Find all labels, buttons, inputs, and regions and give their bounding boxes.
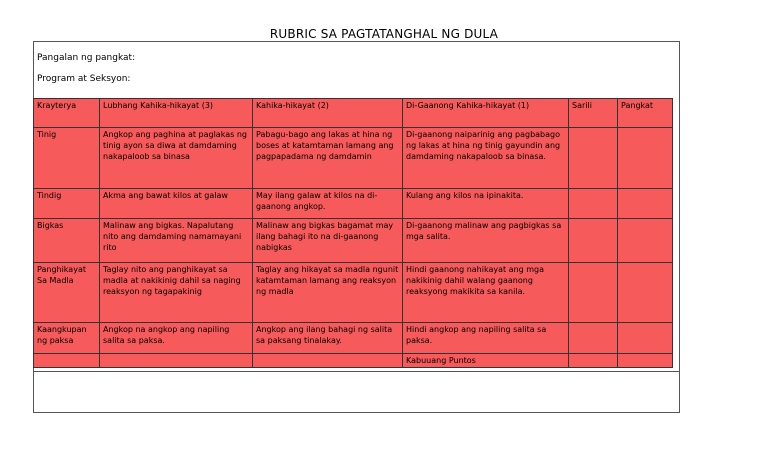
self-score-cell[interactable] — [569, 189, 618, 219]
self-score-cell[interactable] — [569, 128, 618, 189]
group-score-cell[interactable] — [618, 323, 673, 354]
total-self-cell[interactable] — [569, 354, 618, 368]
header-criteria: Krayterya — [34, 99, 100, 128]
total-group-cell[interactable] — [618, 354, 673, 368]
level-3-cell: Malinaw ang bigkas. Napalutang nito ang damdaming namamayani rito — [100, 219, 253, 263]
table-row — [34, 263, 673, 323]
level-1-cell: Di-gaanong naiparinig ang pagbabago ng lakas at hina ng tinig gayundin ang damdaming nakapaloob sa binasa. — [403, 128, 569, 189]
group-name-label: Pangalan ng pangkat: — [37, 53, 136, 63]
level-2-cell: May ilang galaw at kilos na di-gaanong angkop. — [253, 189, 403, 219]
level-2-cell: Malinaw ang bigkas bagamat may ilang bahagi ito na di-gaanong nabigkas — [253, 219, 403, 263]
group-score-cell[interactable] — [618, 189, 673, 219]
group-score-cell[interactable] — [618, 128, 673, 189]
level-2-cell: Taglay ang hikayat sa madla ngunit katamtaman lamang ang reaksyon ng madla — [253, 263, 403, 323]
group-score-cell[interactable] — [618, 219, 673, 263]
criteria-cell: Bigkas — [34, 219, 100, 263]
level-3-cell: Angkop na angkop ang napiling salita sa paksa. — [100, 323, 253, 354]
total-points-label: Kabuuang Puntos — [403, 354, 569, 368]
level-1-cell: Kulang ang kilos na ipinakita. — [403, 189, 569, 219]
table-row — [34, 128, 673, 189]
page-title: RUBRIC SA PAGTATANGHAL NG DULA — [269, 27, 499, 41]
table-header-row — [34, 99, 673, 128]
table-row — [34, 323, 673, 354]
level-3-cell: Angkop ang paghina at paglakas ng tinig ayon sa diwa at damdaming nakapaloob sa binasa — [100, 128, 253, 189]
criteria-cell: Kaangkupan ng paksa — [34, 323, 100, 354]
criteria-cell: Panghikayat Sa Madla — [34, 263, 100, 323]
total-row — [34, 354, 673, 368]
level-1-cell: Hindi angkop ang napiling salita sa paksa. — [403, 323, 569, 354]
self-score-cell[interactable] — [569, 323, 618, 354]
group-score-cell[interactable] — [618, 263, 673, 323]
program-section-label: Program at Seksyon: — [37, 74, 131, 84]
header-level-3: Lubhang Kahika-hikayat (3) — [100, 99, 253, 128]
table-row — [34, 219, 673, 263]
header-level-2: Kahika-hikayat (2) — [253, 99, 403, 128]
rubric-table — [33, 98, 673, 368]
total-blank-cell — [34, 354, 100, 368]
level-2-cell: Angkop ang ilang bahagi ng salita sa paksang tinalakay. — [253, 323, 403, 354]
criteria-cell: Tinig — [34, 128, 100, 189]
level-3-cell: Akma ang bawat kilos at galaw — [100, 189, 253, 219]
level-2-cell: Pabagu-bago ang lakas at hina ng boses at katamtaman lamang ang pagpapadama ng damdamin — [253, 128, 403, 189]
level-3-cell: Taglay nito ang panghikayat sa madla at nakikinig dahil sa naging reaksyon ng tagapakinig — [100, 263, 253, 323]
table-row — [34, 189, 673, 219]
level-1-cell: Hindi gaanong nahikayat ang mga nakikinig dahil walang gaanong reaksyong makikita sa kanila. — [403, 263, 569, 323]
criteria-cell: Tindig — [34, 189, 100, 219]
level-1-cell: Di-gaanong malinaw ang pagbigkas sa mga salita. — [403, 219, 569, 263]
total-blank-cell — [100, 354, 253, 368]
self-score-cell[interactable] — [569, 219, 618, 263]
divider-line — [33, 371, 680, 372]
header-level-1: Di-Gaanong Kahika-hikayat (1) — [403, 99, 569, 128]
header-group: Pangkat — [618, 99, 673, 128]
header-self: Sarili — [569, 99, 618, 128]
self-score-cell[interactable] — [569, 263, 618, 323]
total-blank-cell — [253, 354, 403, 368]
